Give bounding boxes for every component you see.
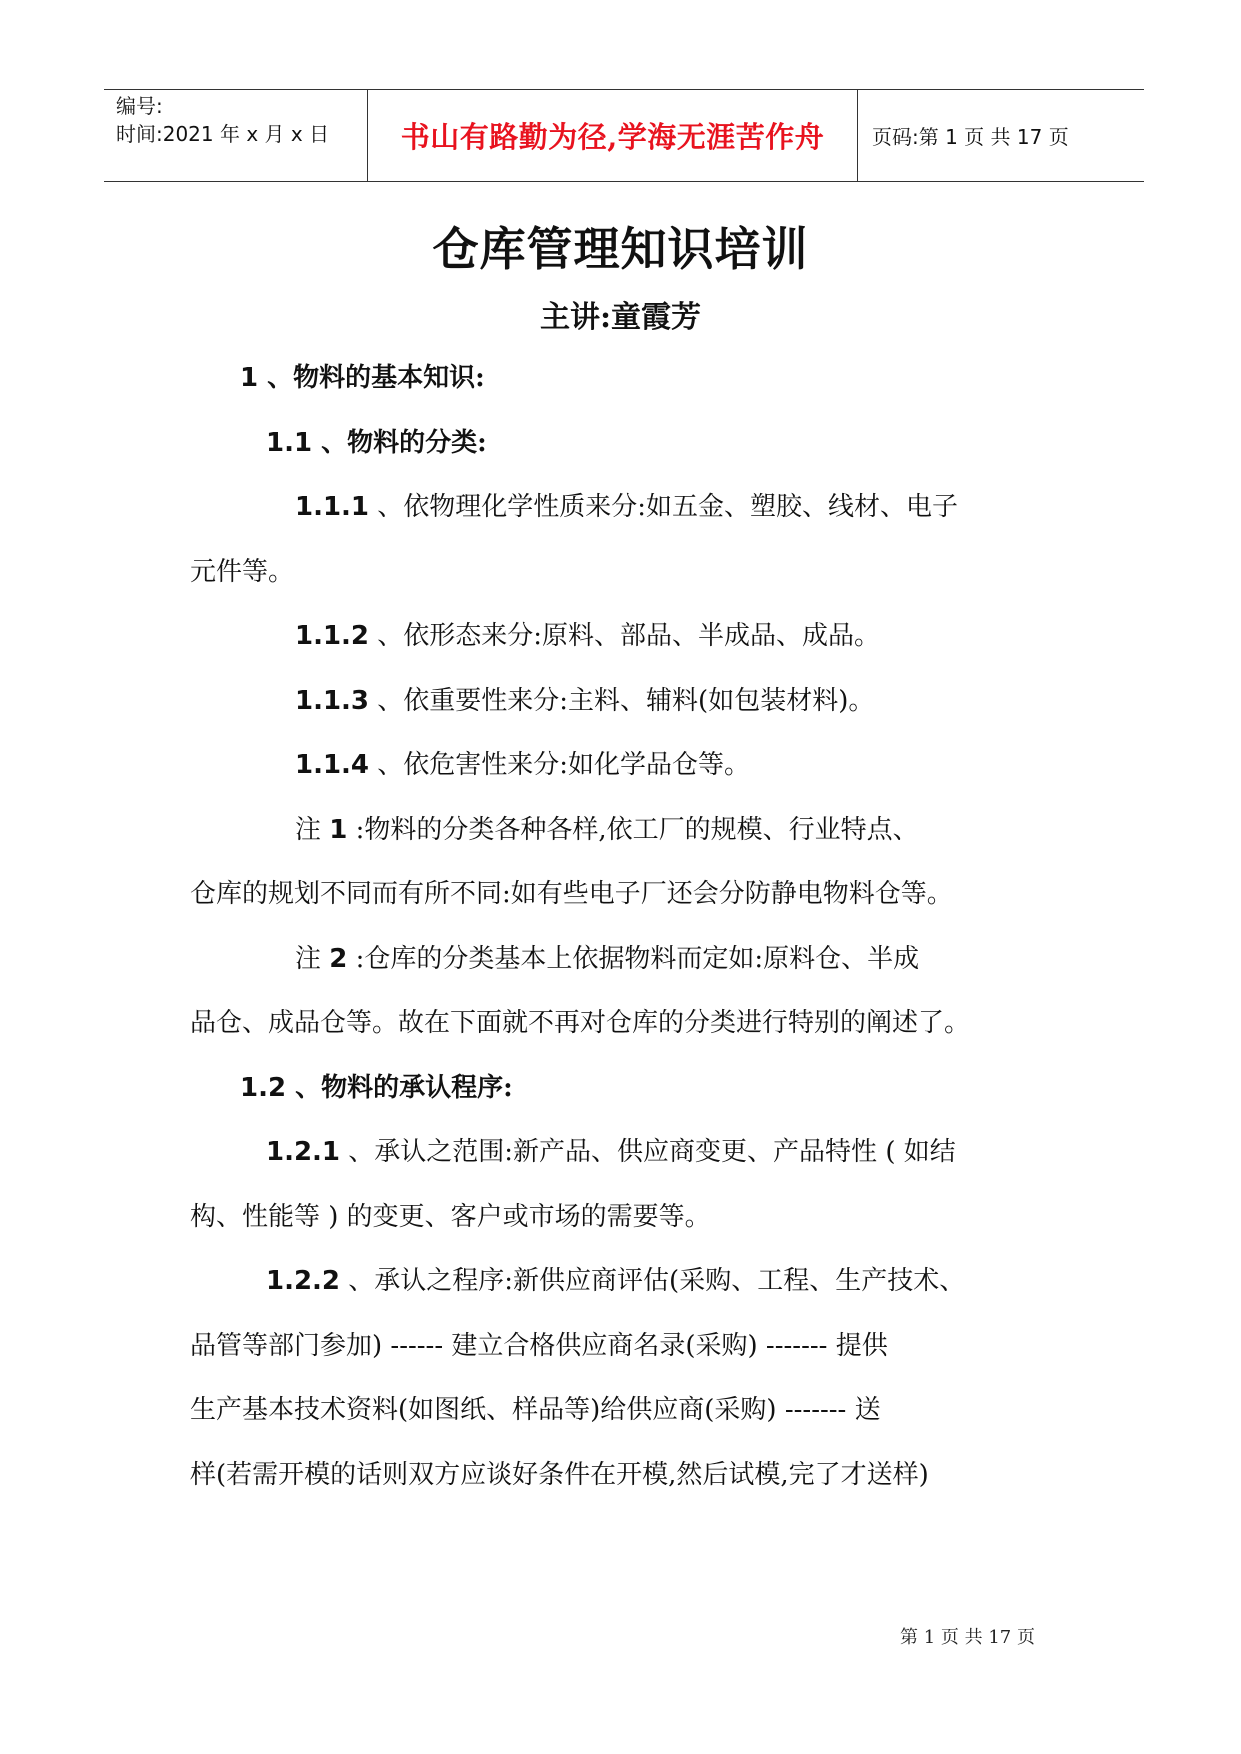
heading-1: 1 、物料的基本知识: bbox=[240, 363, 485, 393]
document-title: 仓库管理知识培训 bbox=[432, 222, 809, 276]
header-motto: 书山有路勤为径,学海无涯苦作舟 bbox=[368, 90, 858, 181]
page-footer: 第 1 页 共 17 页 bbox=[900, 1627, 1035, 1648]
para-1-1-1-cont: 元件等。 bbox=[190, 556, 295, 587]
note-1: 注 1 :物料的分类各种各样,依工厂的规模、行业特点、 bbox=[295, 814, 919, 845]
page-header bbox=[104, 89, 1144, 182]
para-1-2-2: 1.2.2 、承认之程序:新供应商评估(采购、工程、生产技术、 bbox=[266, 1266, 966, 1296]
para-1-2-2-line2: 品管等部门参加) ------ 建立合格供应商名录(采购) ------- 提供 bbox=[190, 1330, 888, 1361]
document-body bbox=[190, 346, 1090, 1507]
number-label: 编号: bbox=[116, 94, 163, 118]
document-subtitle: 主讲:童霞芳 bbox=[539, 300, 702, 335]
header-meta bbox=[104, 90, 368, 181]
note-1-cont: 仓库的规划不同而有所不同:如有些电子厂还会分防静电物料仓等。 bbox=[190, 879, 953, 909]
time-label: 时间:2021 年 x 月 x 日 bbox=[116, 122, 330, 146]
heading-1-1: 1.1 、物料的分类: bbox=[266, 427, 487, 458]
para-1-2-1-cont: 构、性能等 ) 的变更、客户或市场的需要等。 bbox=[190, 1201, 711, 1232]
note-2: 注 2 :仓库的分类基本上依据物料而定如:原料仓、半成 bbox=[295, 943, 920, 974]
para-1-2-2-line3: 生产基本技术资料(如图纸、样品等)给供应商(采购) ------- 送 bbox=[190, 1395, 881, 1425]
para-1-2-1: 1.2.1 、承认之范围:新产品、供应商变更、产品特性 ( 如结 bbox=[266, 1137, 956, 1167]
heading-1-2: 1.2 、物料的承认程序: bbox=[240, 1072, 513, 1103]
header-page-info: 页码:第 1 页 共 17 页 bbox=[872, 125, 1069, 149]
note-2-cont: 品仓、成品仓等。故在下面就不再对仓库的分类进行特别的阐述了。 bbox=[190, 1008, 971, 1038]
para-1-1-1: 1.1.1 、依物理化学性质来分:如五金、塑胶、线材、电子 bbox=[295, 492, 959, 522]
para-1-2-2-line4: 样(若需开模的话则双方应谈好条件在开模,然后试模,完了才送样) bbox=[190, 1459, 929, 1490]
para-1-1-2: 1.1.2 、依形态来分:原料、部品、半成品、成品。 bbox=[295, 621, 881, 651]
para-1-1-3: 1.1.3 、依重要性来分:主料、辅料(如包装材料)。 bbox=[295, 685, 875, 716]
para-1-1-4: 1.1.4 、依危害性来分:如化学品仓等。 bbox=[295, 750, 751, 780]
